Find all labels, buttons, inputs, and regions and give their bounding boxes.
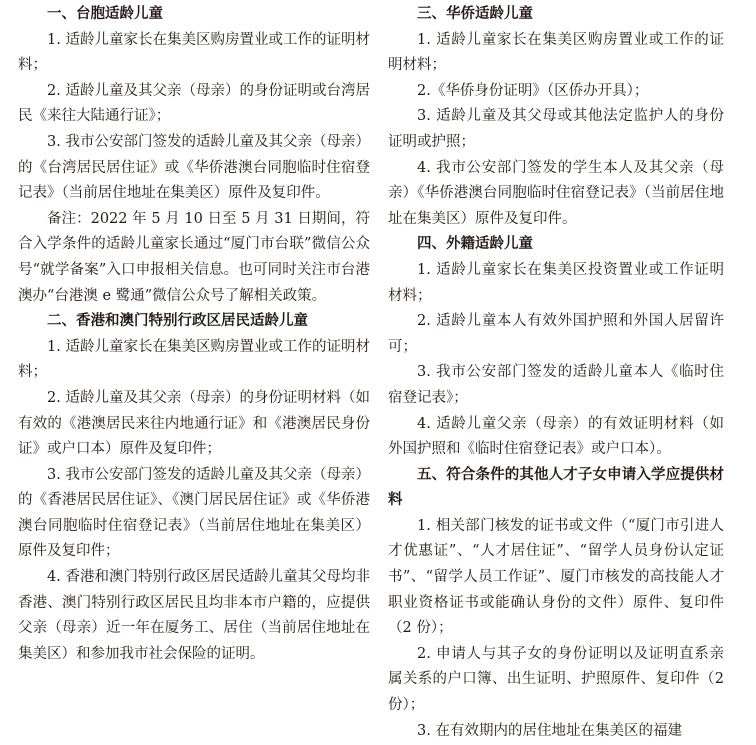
section-paragraph: 3. 适龄儿童及其父母或其他法定监护人的身份证明或护照； xyxy=(388,108,724,150)
section-paragraph: 2. 适龄儿童本人有效外国护照和外国人居留许可； xyxy=(388,313,724,355)
section-hongkong-macao xyxy=(18,309,370,667)
section-paragraph: 4. 适龄儿童父亲（母亲）的有效证明材料（如外国护照和《临时住宿登记表》或户口本）。 xyxy=(388,415,724,458)
section-paragraph: 1. 适龄儿童家长在集美区购房置业或工作的证明材料； xyxy=(18,338,370,381)
section-paragraph: 2. 适龄儿童及其父亲（母亲）的身份证明或台湾居民《来往大陆通行证》； xyxy=(18,82,370,125)
section-paragraph: 2. 适龄儿童及其父亲（母亲）的身份证明材料（如有效的《港澳居民来往内地通行证》和《港澳居民身份证》或户口本）原件及复印件； xyxy=(18,389,370,458)
section-heading: 四、外籍适龄儿童 xyxy=(417,236,533,253)
section-paragraph: 4. 我市公安部门签发的学生本人及其父亲（母亲）《华侨港澳台同胞临时住宿登记表》（当前居住地址在集美区）原件及复印件。 xyxy=(388,159,724,227)
right-column xyxy=(388,2,724,744)
section-paragraph: 2.《华侨身份证明》（区侨办开具）； xyxy=(417,82,649,99)
section-paragraph: 1. 相关部门核发的证书或文件（“厦门市引进人才优惠证”、“人才居住证”、“留学人员身份认定证书”、“留学人员工作证”、厦门市核发的高技能人才职业资格证书或能确认身份的文件）原件、复印件（2 份）； xyxy=(388,517,724,637)
section-paragraph: 3. 我市公安部门签发的适龄儿童及其父亲（母亲）的《香港居民居住证》、《澳门居民居住证》或《华侨港澳台同胞临时住宿登记表》（当前居住地址在集美区）原件及复印件； xyxy=(18,466,370,560)
section-heading: 二、香港和澳门特别行政区居民适龄儿童 xyxy=(47,313,308,330)
section-heading: 一、台胞适龄儿童 xyxy=(47,6,163,22)
note-paragraph: 备注：2022 年 5 月 10 日至 5 月 31 日期间，符合入学条件的适龄儿童家长通过“厦门市台联”微信公众号“就学备案”入口申报相关信息。也可同时关注市台港澳办“台港澳 e 鹭通”微信公众号了解相关政策。 xyxy=(18,210,370,304)
section-paragraph: 3. 我市公安部门签发的适龄儿童及其父亲（母亲）的《台湾居民居住证》或《华侨港澳台同胞临时住宿登记表》（当前居住地址在集美区）原件及复印件。 xyxy=(18,133,370,202)
section-heading: 三、华侨适龄儿童 xyxy=(417,6,533,22)
section-paragraph: 3. 在有效期内的居住地址在集美区的福建 xyxy=(417,722,682,739)
section-paragraph: 1. 适龄儿童家长在集美区购房置业或工作的证明材料； xyxy=(18,31,370,74)
left-column xyxy=(18,2,370,667)
section-paragraph: 4. 香港和澳门特别行政区居民适龄儿童其父母均非香港、澳门特别行政区居民且均非本市户籍的，应提供父亲（母亲）近一年在厦务工、居住（当前居住地址在集美区）和参加我市社会保险的证明。 xyxy=(18,569,370,662)
section-paragraph: 3. 我市公安部门签发的适龄儿童本人《临时住宿登记表》； xyxy=(388,364,724,406)
section-overseas-chinese xyxy=(388,2,724,232)
section-heading: 五、符合条件的其他人才子女申请入学应提供材料 xyxy=(388,466,724,509)
section-paragraph: 2. 申请人与其子女的身份证明以及证明直系亲属关系的户口簿、出生证明、护照原件、复印件（2 份）； xyxy=(388,645,724,714)
section-paragraph: 1. 适龄儿童家长在集美区投资置业或工作证明材料； xyxy=(388,261,724,304)
section-foreign xyxy=(388,232,724,462)
section-talent-children xyxy=(388,463,724,745)
section-taiwan xyxy=(18,2,370,309)
section-paragraph: 1. 适龄儿童家长在集美区购房置业或工作的证明材料； xyxy=(388,31,724,74)
